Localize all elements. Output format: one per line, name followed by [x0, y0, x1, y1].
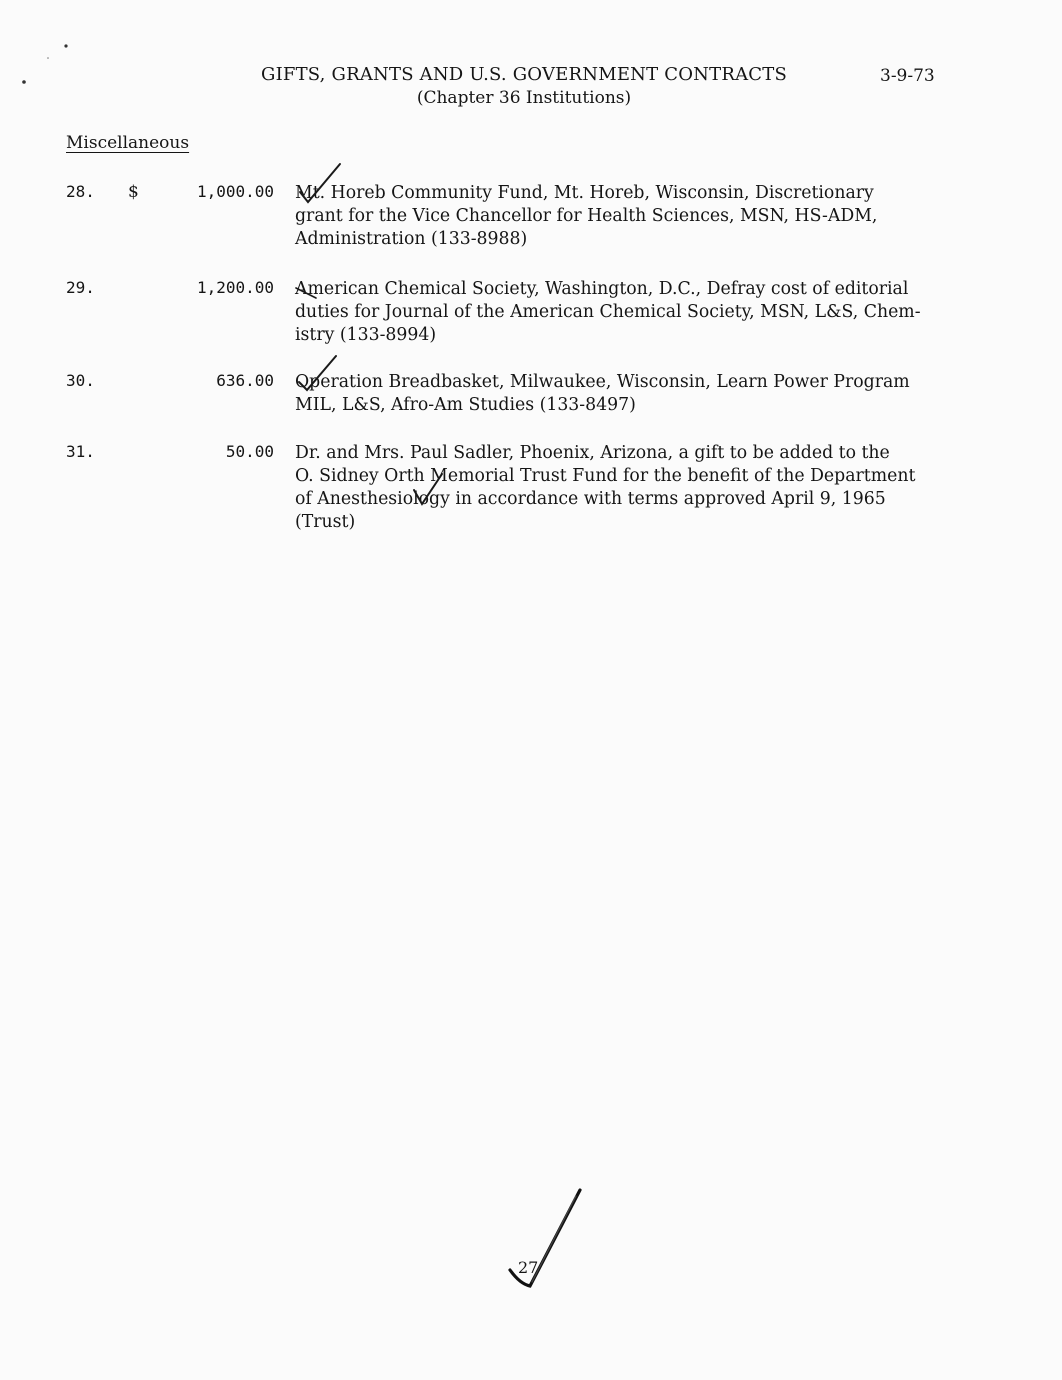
entry-description	[295, 278, 995, 347]
entry-amount: 636.00	[216, 371, 274, 390]
entry-description-line: Operation Breadbasket, Milwaukee, Wisconsin, Learn Power Program	[295, 372, 910, 392]
entry-description-line: (Trust)	[295, 512, 356, 532]
checkmark-icon	[506, 1186, 590, 1298]
checkmark-icon	[410, 470, 446, 510]
page-number: 27	[518, 1258, 539, 1277]
entry-description	[295, 182, 995, 251]
entry-currency: $	[128, 182, 139, 202]
entry-number: 28.	[66, 182, 95, 201]
entry-description-line: Mt. Horeb Community Fund, Mt. Horeb, Wisconsin, Discretionary	[295, 183, 874, 203]
section-heading: Miscellaneous	[66, 133, 190, 153]
entry-description	[295, 442, 995, 534]
entry-number: 31.	[66, 442, 95, 461]
entry-number: 30.	[66, 371, 95, 390]
entry-amount: 1,200.00	[196, 278, 274, 297]
entry-description	[295, 371, 995, 417]
entry-description-line: American Chemical Society, Washington, D.C., Defray cost of editorial	[295, 279, 909, 299]
checkmark-icon	[296, 162, 346, 206]
checkmark-icon	[294, 276, 324, 306]
entry-description-line: duties for Journal of the American Chemical Society, MSN, L&S, Chem-	[295, 302, 921, 322]
document-subtitle: (Chapter 36 Institutions)	[416, 88, 632, 108]
entry-description-line: O. Sidney Orth Memorial Trust Fund for the benefit of the Department	[295, 466, 916, 486]
document-date: 3-9-73	[880, 66, 935, 86]
entry-description-line: grant for the Vice Chancellor for Health Sciences, MSN, HS-ADM,	[295, 206, 878, 226]
document-title: GIFTS, GRANTS AND U.S. GOVERNMENT CONTRACTS	[261, 64, 787, 85]
entry-amount: 1,000.00	[196, 182, 274, 201]
scan-specks	[0, 0, 80, 100]
entry-description-line: of Anesthesiology in accordance with terms approved April 9, 1965	[295, 489, 886, 509]
entry-description-line: MIL, L&S, Afro-Am Studies (133-8497)	[295, 395, 636, 415]
entry-description-line: Dr. and Mrs. Paul Sadler, Phoenix, Arizona, a gift to be added to the	[295, 443, 890, 463]
entry-description-line: Administration (133-8988)	[295, 229, 528, 249]
entry-description-line: istry (133-8994)	[295, 325, 437, 345]
entry-amount: 50.00	[225, 442, 274, 461]
checkmark-icon	[296, 354, 342, 394]
entry-number: 29.	[66, 278, 95, 297]
